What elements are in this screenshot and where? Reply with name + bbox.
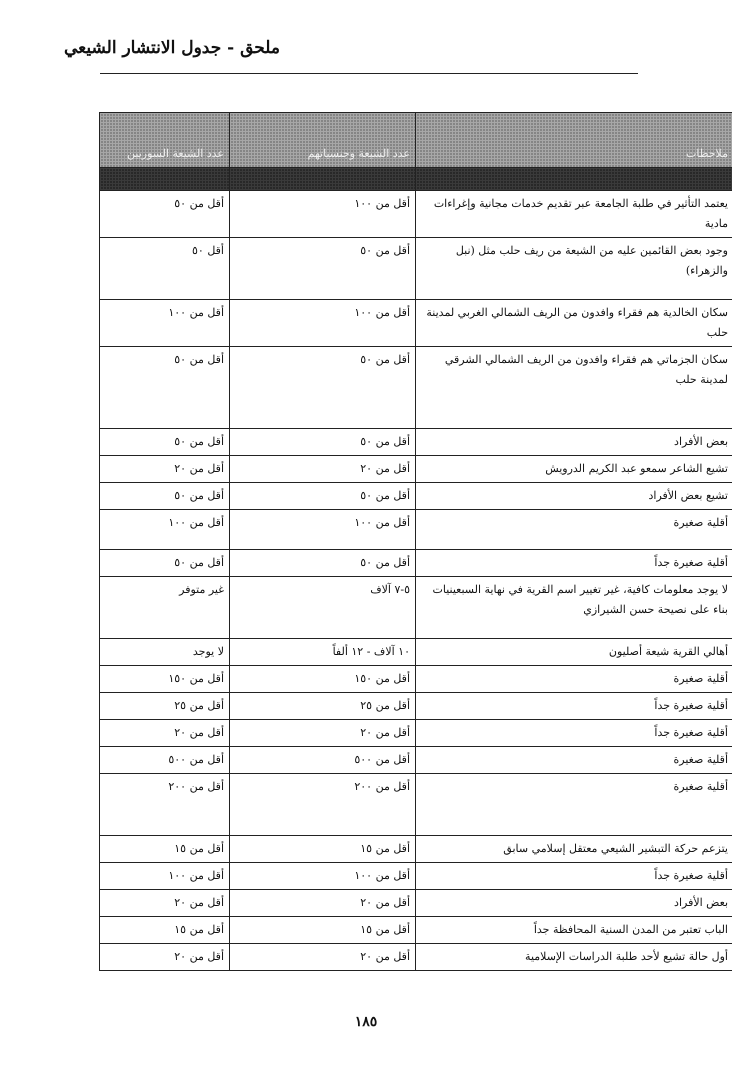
row-notes: أقلية صغيرة [416,666,732,693]
row-notes: بعض الأفراد [416,429,732,456]
row-total: أقل من ١٥٠ [230,666,416,693]
table-row [100,774,732,836]
row-notes: أقلية صغيرة [416,510,732,550]
column-header-syrian: عدد الشيعة السوريين [100,113,230,168]
row-syrian: أقل من ٥٠ [100,191,230,238]
column-header-notes: ملاحظات [416,113,732,168]
row-syrian: أقل من ١٥ [100,836,230,863]
row-syrian: أقل من ٢٠ [100,944,230,971]
row-total: أقل من ٥٠ [230,347,416,429]
row-total: أقل من ٢٠٠ [230,774,416,836]
row-syrian: أقل من ٥٠٠ [100,747,230,774]
row-total: أقل من ١٥ [230,917,416,944]
table-row [100,429,732,456]
row-total: أقل من ٢٥ [230,693,416,720]
distribution-table [99,112,732,971]
row-syrian: أقل من ١٥ [100,917,230,944]
table-row [100,944,732,971]
row-notes: سكان الخالدية هم فقراء وافدون من الريف الشمالي الغربي لمدينة حلب [416,300,732,347]
row-notes: أقلية صغيرة [416,774,732,836]
column-header-total: عدد الشيعة وجنسياتهم [230,113,416,168]
row-notes: وجود بعض القائمين عليه من الشيعة من ريف حلب مثل (نبل والزهراء) [416,238,732,300]
row-total: أقل من ٢٠ [230,890,416,917]
row-total: أقل من ٢٠ [230,720,416,747]
row-notes: بعض الأفراد [416,890,732,917]
row-notes: يتزعم حركة التبشير الشيعي معتقل إسلامي سابق [416,836,732,863]
row-total: أقل من ١٠٠ [230,300,416,347]
row-notes: الباب تعتبر من المدن السنية المحافظة جداً [416,917,732,944]
row-syrian: أقل من ١٠٠ [100,510,230,550]
row-total: أقل من ١٥ [230,836,416,863]
row-total: أقل من ١٠٠ [230,510,416,550]
row-notes: تشيع الشاعر سمعو عبد الكريم الدرويش [416,456,732,483]
row-syrian: أقل من ١٠٠ [100,300,230,347]
table-row [100,890,732,917]
row-syrian: أقل من ٢٠٠ [100,774,230,836]
table-row [100,747,732,774]
row-total: ١٠ آلاف - ١٢ ألفاً [230,639,416,666]
row-syrian: أقل من ٥٠ [100,550,230,577]
row-notes: أقلية صغيرة [416,747,732,774]
row-syrian: أقل من ٢٠ [100,720,230,747]
row-notes: أقلية صغيرة جداً [416,693,732,720]
row-notes: لا يوجد معلومات كافية، غير تغيير اسم القرية في نهاية السبعينيات بناء على نصيحة حسن الشيرازي [416,577,732,639]
table-row [100,550,732,577]
table-row [100,510,732,550]
table-row [100,720,732,747]
row-syrian: غير متوفر [100,577,230,639]
table-row [100,577,732,639]
row-notes: أقلية صغيرة جداً [416,720,732,747]
row-notes: أقلية صغيرة جداً [416,550,732,577]
table-header-row [100,113,732,168]
header-divider [100,73,638,74]
table-row [100,666,732,693]
table-row [100,836,732,863]
table-row [100,483,732,510]
row-notes: أول حالة تشيع لأحد طلبة الدراسات الإسلامية [416,944,732,971]
row-syrian: أقل من ١٥٠ [100,666,230,693]
row-notes: يعتمد التأثير في طلبة الجامعة عبر تقديم خدمات مجانية وإغراءات مادية [416,191,732,238]
row-syrian: أقل من ٥٠ [100,429,230,456]
row-syrian: أقل ٥٠ [100,238,230,300]
table-row [100,693,732,720]
table-row [100,300,732,347]
table-row [100,347,732,429]
row-syrian: أقل من ٢٠ [100,890,230,917]
table-row [100,456,732,483]
row-notes: سكان الجزماتي هم فقراء وافدون من الريف الشمالي الشرقي لمدينة حلب [416,347,732,429]
row-total: أقل من ١٠٠ [230,863,416,890]
row-total: أقل من ١٠٠ [230,191,416,238]
table-row [100,917,732,944]
row-total: أقل من ٢٠ [230,944,416,971]
table-row [100,191,732,238]
page-title: ملحق - جدول الانتشار الشيعي [63,38,280,58]
row-syrian: أقل من ٢٠ [100,456,230,483]
row-syrian: أقل من ٢٥ [100,693,230,720]
row-syrian: أقل من ٥٠ [100,483,230,510]
row-total: ٥-٧ آلاف [230,577,416,639]
row-notes: تشيع بعض الأفراد [416,483,732,510]
row-total: أقل من ٥٠٠ [230,747,416,774]
row-syrian: لا يوجد [100,639,230,666]
row-total: أقل من ٥٠ [230,429,416,456]
table-row [100,238,732,300]
row-total: أقل من ٢٠ [230,456,416,483]
table-row [100,863,732,890]
header-shaded-band [100,168,732,191]
row-syrian: أقل من ١٠٠ [100,863,230,890]
row-notes: أقلية صغيرة جداً [416,863,732,890]
row-total: أقل من ٥٠ [230,483,416,510]
row-total: أقل من ٥٠ [230,238,416,300]
table-row [100,639,732,666]
row-syrian: أقل من ٥٠ [100,347,230,429]
page-number: ١٨٥ [354,1014,378,1030]
row-total: أقل من ٥٠ [230,550,416,577]
row-notes: أهالي القرية شيعة أصليون [416,639,732,666]
